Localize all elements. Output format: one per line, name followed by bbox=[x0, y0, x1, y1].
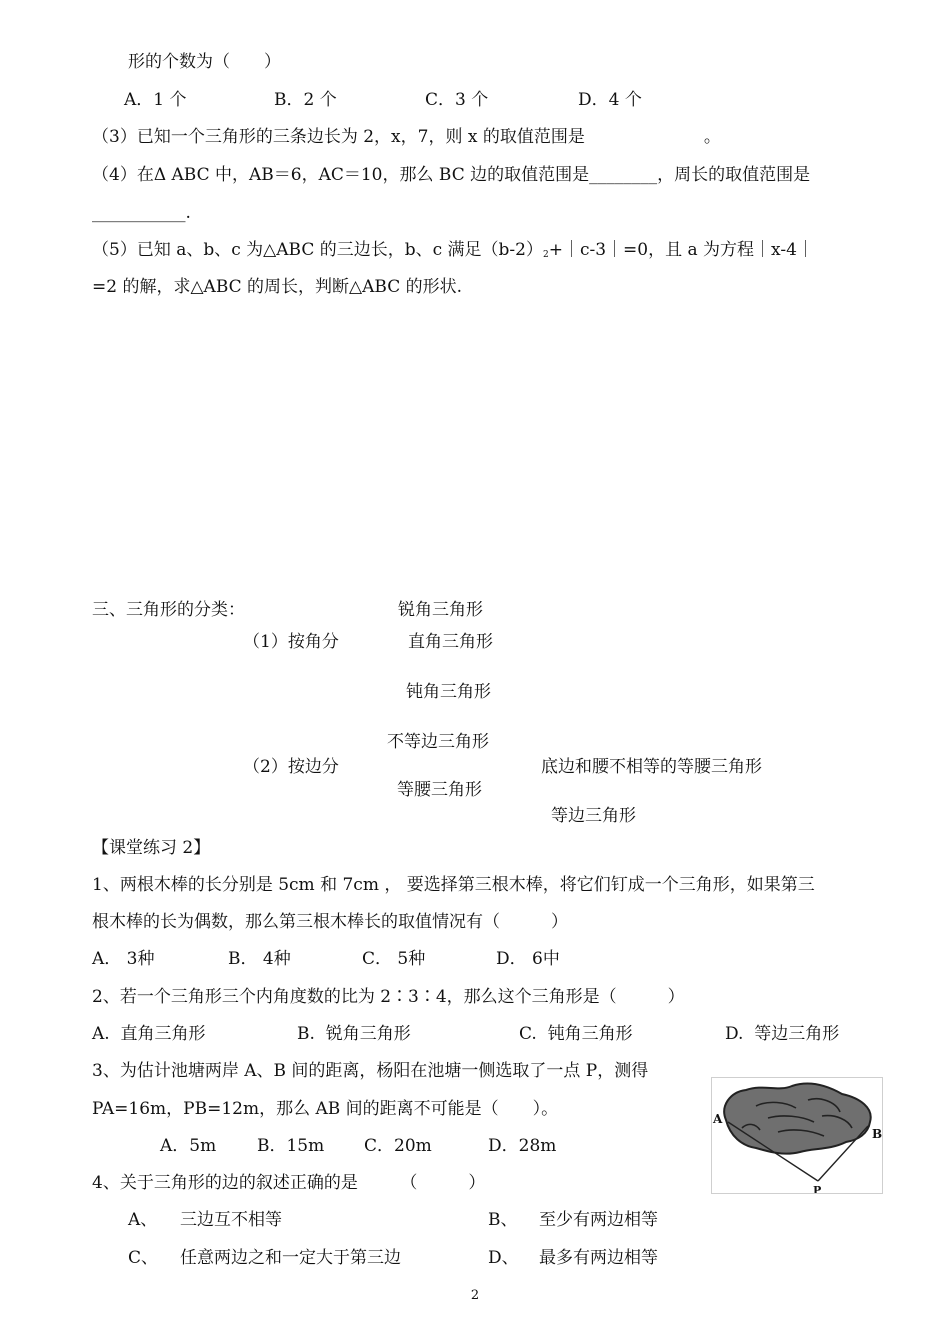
isosceles-non-equilateral-label: 底边和腰不相等的等腰三角形 bbox=[541, 757, 762, 777]
pond-figure bbox=[711, 1077, 883, 1194]
practice-q1-option-d: D． 6中 bbox=[496, 949, 560, 969]
question-5-exponent: 2 bbox=[542, 250, 549, 260]
pond-diagram bbox=[712, 1078, 882, 1193]
point-a-label: A bbox=[713, 1112, 723, 1126]
question-5-line-2: =2 的解，求△ABC 的周长，判断△ABC 的形状. bbox=[92, 277, 463, 297]
question-5-line-1 bbox=[92, 242, 814, 260]
practice-q4-option-d-text: 最多有两边相等 bbox=[539, 1248, 658, 1268]
question-5-text-b: +｜c-3｜=0，且 a 为方程｜x-4｜ bbox=[548, 240, 814, 260]
section-3-title: 三、三角形的分类： bbox=[92, 600, 245, 620]
by-side-label: （2）按边分 bbox=[243, 757, 339, 777]
scalene-triangle-label: 不等边三角形 bbox=[387, 732, 489, 752]
practice-q1-line-2: 根木棒的长为偶数，那么第三根木棒长的取值情况有（ ） bbox=[92, 912, 568, 932]
practice-q4-option-c-key: C、 bbox=[128, 1248, 159, 1268]
practice-q1-option-b: B． 4种 bbox=[228, 949, 291, 969]
practice-q4-option-a-text: 三边互不相等 bbox=[180, 1210, 282, 1230]
practice-q4-option-d-key: D、 bbox=[488, 1248, 519, 1268]
q2-option-a: A．1 个 bbox=[124, 90, 187, 110]
practice-q2-option-c: C. 钝角三角形 bbox=[519, 1024, 633, 1044]
practice-q3-option-d: D．28m bbox=[488, 1136, 557, 1156]
practice-q2-option-d: D. 等边三角形 bbox=[725, 1024, 840, 1044]
practice-q4-option-a-key: A、 bbox=[128, 1210, 158, 1230]
practice-q3-option-b: B．15m bbox=[257, 1136, 325, 1156]
practice-q3-line-1: 3、为估计池塘两岸 A、B 间的距离，杨阳在池塘一侧选取了一点 P，测得 bbox=[92, 1061, 649, 1081]
practice-q4-option-b-text: 至少有两边相等 bbox=[539, 1210, 658, 1230]
by-angle-label: （1）按角分 bbox=[243, 632, 339, 652]
question-2-tail: 形的个数为（ ） bbox=[128, 52, 281, 72]
isosceles-triangle-label: 等腰三角形 bbox=[397, 780, 482, 800]
practice-q3-option-c: C．20m bbox=[364, 1136, 432, 1156]
q2-option-b: B．2 个 bbox=[274, 90, 337, 110]
practice-q3-line-2: PA=16m，PB=12m，那么 AB 间的距离不可能是（ ）。 bbox=[92, 1099, 559, 1119]
practice-q1-line-1: 1、两根木棒的长分别是 5cm 和 7cm ， 要选择第三根木棒，将它们钉成一个三角形，如果第三 bbox=[92, 875, 815, 895]
practice-2-heading: 【课堂练习 2】 bbox=[92, 838, 211, 858]
practice-q2-option-a: A. 直角三角形 bbox=[92, 1024, 206, 1044]
practice-q4-option-c-text: 任意两边之和一定大于第三边 bbox=[180, 1248, 401, 1268]
q2-option-d: D．4 个 bbox=[578, 90, 642, 110]
practice-q3-option-a: A．5m bbox=[160, 1136, 217, 1156]
right-triangle-label: 直角三角形 bbox=[408, 632, 493, 652]
question-4-line-1: （4）在Δ ABC 中，AB＝6，AC＝10，那么 BC 边的取值范围是________，周长的取值范围是 bbox=[92, 165, 811, 185]
equilateral-triangle-label: 等边三角形 bbox=[551, 806, 636, 826]
question-4-line-2: ___________. bbox=[92, 203, 191, 223]
obtuse-triangle-label: 钝角三角形 bbox=[406, 682, 491, 702]
practice-q1-option-c: C． 5种 bbox=[362, 949, 426, 969]
practice-q1-option-a: A． 3种 bbox=[92, 949, 155, 969]
point-b-label: B bbox=[872, 1127, 882, 1141]
question-3: （3）已知一个三角形的三条边长为 2，x，7，则 x 的取值范围是 。 bbox=[92, 127, 721, 147]
practice-q2: 2、若一个三角形三个内角度数的比为 2∶3∶4，那么这个三角形是（ ） bbox=[92, 987, 685, 1007]
practice-q4: 4、关于三角形的边的叙述正确的是 （ ） bbox=[92, 1173, 486, 1193]
q2-option-c: C．3 个 bbox=[425, 90, 489, 110]
pond-shape bbox=[724, 1084, 870, 1154]
practice-q4-option-b-key: B、 bbox=[488, 1210, 518, 1230]
question-5-text-a: （5）已知 a、b、c 为△ABC 的三边长，b、c 满足（b-2） bbox=[92, 240, 543, 260]
page-number: 2 bbox=[470, 1288, 480, 1303]
acute-triangle-label: 锐角三角形 bbox=[398, 600, 483, 620]
practice-q2-option-b: B. 锐角三角形 bbox=[297, 1024, 411, 1044]
point-p-label: P bbox=[813, 1184, 822, 1193]
